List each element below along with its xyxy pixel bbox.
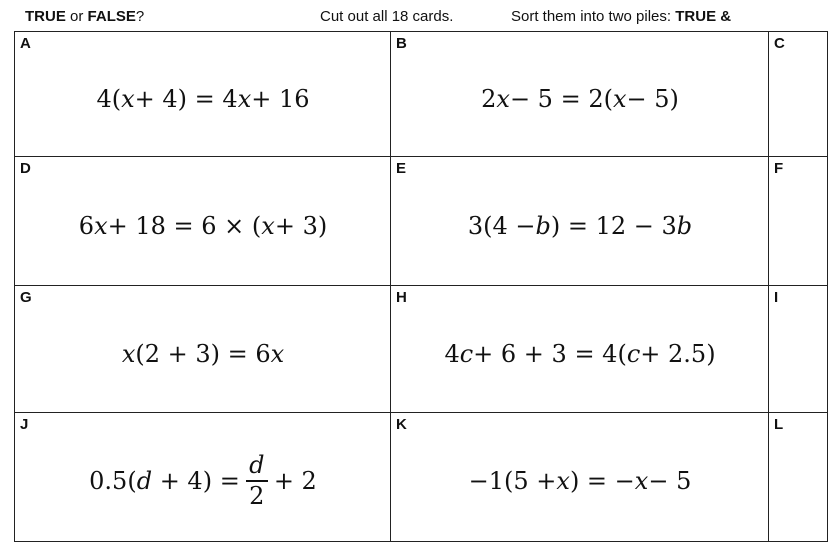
worksheet-header <box>0 0 780 30</box>
equation-right: + 2 <box>273 467 317 495</box>
card-i <box>768 285 828 414</box>
card-letter: H <box>396 289 407 306</box>
sort-instruction <box>511 8 731 26</box>
fraction <box>246 452 268 511</box>
card-a <box>14 31 392 158</box>
fraction-numerator: d <box>249 450 265 479</box>
card-equation: 4( x + 4) = 4 x + 16 <box>96 84 310 113</box>
card-letter: K <box>396 416 407 433</box>
title-true: TRUE <box>25 8 66 25</box>
card-equation: 2 x − 5 = 2( x − 5) <box>481 84 679 113</box>
card-k <box>390 412 770 542</box>
card-equation: x (2 + 3) = 6 x <box>121 339 285 368</box>
card-letter: B <box>396 35 407 52</box>
card-j <box>14 412 392 542</box>
fraction-denominator: 2 <box>249 481 265 510</box>
card-f <box>768 156 828 287</box>
card-letter: E <box>396 160 407 177</box>
sort-text: Sort them into two piles: <box>511 8 676 25</box>
card-letter: I <box>774 289 779 306</box>
card-letter: A <box>20 35 31 52</box>
card-g <box>14 285 392 414</box>
card-c <box>768 31 828 158</box>
card-equation <box>15 413 391 541</box>
title-question-mark: ? <box>135 8 145 25</box>
cut-instruction: Cut out all 18 cards. <box>320 8 454 25</box>
card-grid <box>14 31 814 541</box>
card-b <box>390 31 770 158</box>
card-letter: J <box>20 416 29 433</box>
sort-piles: TRUE & <box>675 8 732 25</box>
title-false: FALSE <box>87 8 136 25</box>
equation-left: 0.5(d + 4) = <box>89 467 240 495</box>
card-equation: −1(5 + x ) = − x − 5 <box>468 467 692 495</box>
card-e <box>390 156 770 287</box>
card-letter: G <box>20 289 32 306</box>
card-d <box>14 156 392 287</box>
card-equation: 4 c + 6 + 3 = 4( c + 2.5) <box>444 339 716 368</box>
card-equation: 3(4 − b ) = 12 − 3 b <box>467 211 693 240</box>
card-l <box>768 412 828 542</box>
card-letter: L <box>774 416 784 433</box>
card-letter: F <box>774 160 784 177</box>
card-letter: C <box>774 35 785 52</box>
worksheet-title <box>25 8 144 26</box>
card-h <box>390 285 770 414</box>
card-equation: 6 x + 18 = 6 × ( x + 3) <box>78 211 328 240</box>
title-or: or <box>65 8 88 25</box>
card-letter: D <box>20 160 31 177</box>
